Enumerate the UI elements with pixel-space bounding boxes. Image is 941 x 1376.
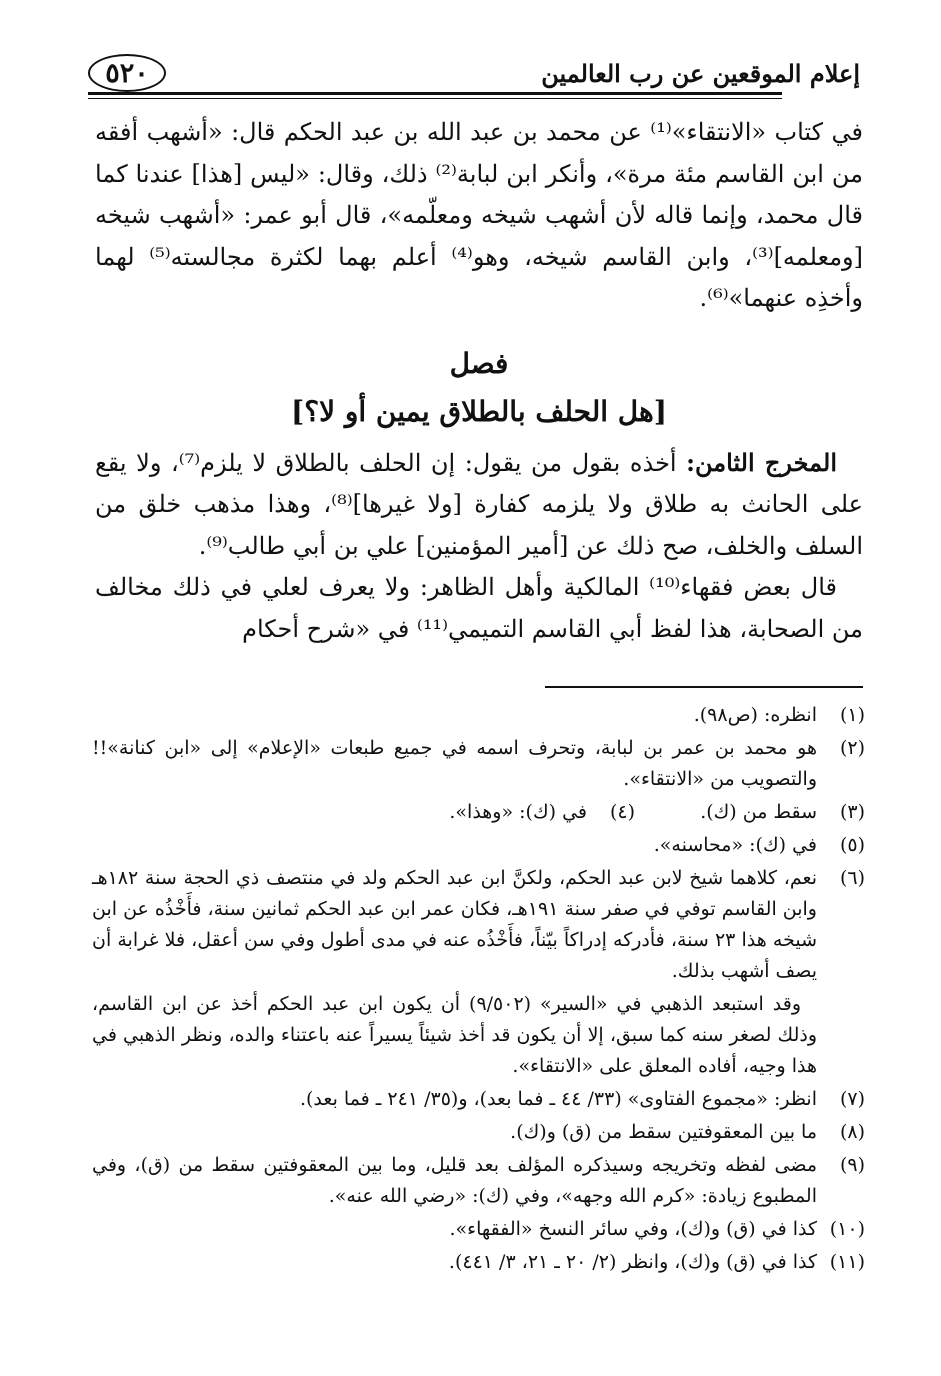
footnote-4 xyxy=(405,797,635,828)
main-text xyxy=(95,112,863,650)
footnote-7 xyxy=(92,1084,865,1115)
footnote-9 xyxy=(92,1150,865,1212)
footnote-row-3-4 xyxy=(92,797,865,830)
paragraph-2-lead: المخرج الثامن: xyxy=(686,447,837,477)
footnote-10 xyxy=(92,1214,865,1245)
footnote-text: في (ك): «وهذا». xyxy=(449,801,587,823)
footnote-text: انظره: (ص٩٨). xyxy=(693,704,817,726)
footnote-number: (٤) xyxy=(609,801,635,823)
footnote-text: كذا في (ق) و(ك)، وفي سائر النسخ «الفقهاء». xyxy=(449,1218,817,1240)
footnote-text: نعم، كلاهما شيخ لابن عبد الحكم، ولكنَّ ابن عبد الحكم ولد في منتصف ذي الحجة سنة ١٨٢هـ وابن القاسم توفي في صفر سنة ١٩١هـ، فكان عمر ابن عبد الحكم ثمانين سنة، فأَخْذُه عن ابن شيخه هذا ٢٣ سنة، فأدركه إدراكاً بيّناً، فأَخْذُه عنه في مدى أطول وفي سن أعقل، فلا غرابة أن يصف أشهب بذلك. xyxy=(92,867,817,982)
footnote-text: في (ك): «محاسنه». xyxy=(653,834,817,856)
footnote-text: انظر: «مجموع الفتاوى» (٣٣/ ٤٤ ـ فما بعد)، و(٣٥/ ٢٤١ ـ فما بعد). xyxy=(299,1088,817,1110)
page-header xyxy=(88,52,860,94)
footnote-number: (١١) xyxy=(829,1251,865,1273)
footnote-text: هو محمد بن عمر بن لبابة، وتحرف اسمه في جميع طبعات «الإعلام» إلى «ابن كنانة»!! والتصويب من «الانتقاء». xyxy=(92,737,817,790)
running-title: إعلام الموقعين عن رب العالمين xyxy=(541,58,860,88)
paragraph-2-text: أخذه بقول من يقول: إن الحلف بالطلاق لا يلزم⁽⁷⁾، ولا يقع على الحانث به طلاق ولا يلزمه كفارة [ولا غيرها]⁽⁸⁾، وهذا مذهب خلق من السلف والخلف، صح ذلك عن [أمير المؤمنين] علي بن أبي طالب⁽⁹⁾. xyxy=(95,448,864,560)
footnote-11 xyxy=(92,1247,865,1278)
footnote-text: كذا في (ق) و(ك)، وانظر (٢/ ٢٠ ـ ٢١، ٣/ ٤٤١). xyxy=(448,1251,817,1273)
footnote-text: ما بين المعقوفتين سقط من (ق) و(ك). xyxy=(510,1121,817,1143)
footnote-number: (٥) xyxy=(839,834,865,856)
footnote-8 xyxy=(92,1117,865,1148)
footnote-separator xyxy=(545,686,863,688)
paragraph-2 xyxy=(95,442,863,568)
footnote-6-continuation: وقد استبعد الذهبي في «السير» (٩/٥٠٢) أن يكون ابن عبد الحكم أخذ عن ابن القاسم، وذلك لصغر سنه كما سبق، إلا أن يكون قد أخذ شيئاً يسيراً عنه باعتناء والده، ونظر الذهبي في هذا وجيه، أفاده المعلق على «الانتقاء». xyxy=(92,993,817,1077)
footnote-2 xyxy=(92,733,865,795)
header-rule-thick xyxy=(88,92,782,95)
footnote-text: سقط من (ك). xyxy=(700,801,817,823)
footnote-5 xyxy=(92,830,865,861)
section-title: فصل xyxy=(449,346,509,380)
paragraph-1: في كتاب «الانتقاء»⁽¹⁾ عن محمد بن عبد الله بن عبد الحكم قال: «أشهب أفقه من ابن القاسم مئة مرة»، وأنكر ابن لبابة⁽²⁾ ذلك، وقال: «ليس [هذا] عندنا كما قال محمد، وإنما قاله لأن أشهب شيخه ومعلّمه»، قال أبو عمر: «أشهب شيخه [ومعلمه]⁽³⁾، وابن القاسم شيخه، وهو⁽⁴⁾ أعلم بهما لكثرة مجالسته⁽⁵⁾ لهما وأخذِه عنهما»⁽⁶⁾. xyxy=(95,118,864,312)
footnote-number: (٦) xyxy=(839,867,865,889)
footnote-number: (٢) xyxy=(839,737,865,759)
header-rule-thin xyxy=(88,98,782,99)
footnote-number: (٨) xyxy=(839,1121,865,1143)
footnote-1 xyxy=(92,700,865,731)
footnote-text: مضى لفظه وتخريجه وسيذكره المؤلف بعد قليل، وما بين المعقوفتين سقط من (ق)، وفي المطبوع زيادة: «كرم الله وجهه»، وفي (ك): «رضي الله عنه». xyxy=(92,1154,817,1207)
footnote-number: (٣) xyxy=(839,801,865,823)
footnote-6 xyxy=(92,863,865,987)
footnote-number: (١) xyxy=(839,704,865,726)
footnote-3 xyxy=(635,797,865,828)
footnote-number: (٧) xyxy=(839,1088,865,1110)
footnote-number: (١٠) xyxy=(829,1218,865,1240)
section-subtitle: [هل الحلف بالطلاق يمين أو لا؟] xyxy=(291,394,667,428)
page-number-badge: ٥٢٠ xyxy=(88,54,166,92)
paragraph-3: قال بعض فقهاء⁽¹⁰⁾ المالكية وأهل الظاهر: ولا يعرف لعلي في ذلك مخالف من الصحابة، هذا لفظ أبي القاسم التميمي⁽¹¹⁾ في «شرح أحكام xyxy=(95,573,863,643)
footnotes xyxy=(92,700,865,1280)
footnote-number: (٩) xyxy=(839,1154,865,1176)
